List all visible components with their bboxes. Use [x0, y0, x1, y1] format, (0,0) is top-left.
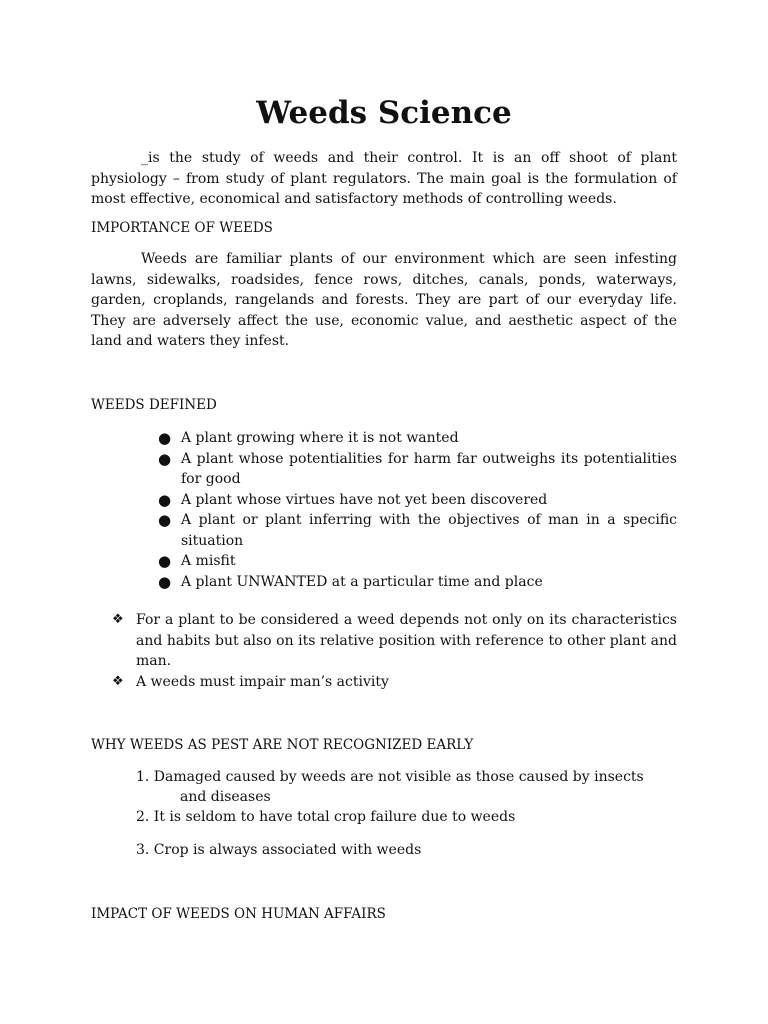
- importance-heading: IMPORTANCE OF WEEDS: [91, 220, 273, 236]
- list-item: ❖ For a plant to be considered a weed depends not only on its characteristics and habits but also on its relative position with reference to other plant and man.: [112, 612, 677, 669]
- bullet-dot-icon: ●: [158, 490, 172, 509]
- list-item: ● A plant whose virtues have not yet been discovered: [158, 490, 548, 509]
- list-item: 2. It is seldom to have total crop failure due to weeds: [136, 809, 516, 825]
- weeds-defined-heading: WEEDS DEFINED: [91, 397, 217, 413]
- list-item: ❖ A weeds must impair man’s activity: [136, 672, 677, 693]
- page-title: Weeds Science: [256, 95, 512, 131]
- impact-heading: IMPACT OF WEEDS ON HUMAN AFFAIRS: [91, 906, 386, 922]
- list-item: 1. Damaged caused by weeds are not visible as those caused by insects and diseases: [136, 769, 644, 805]
- list-item: ● A plant or plant inferring with the objectives of man in a specific situation: [158, 511, 677, 549]
- bullet-dot-icon: ●: [158, 552, 172, 570]
- list-item: ● A plant whose potentialities for harm far outweighs its potentialities for good: [158, 449, 677, 487]
- list-item: 3. Crop is always associated with weeds: [136, 842, 422, 858]
- definition-list: [0, 428, 768, 592]
- list-item: ● A plant growing where it is not wanted: [158, 429, 459, 447]
- diamond-bullet-icon: ❖: [112, 673, 124, 689]
- intro-paragraph: _is the study of weeds and their control. It is an off shoot of plant physiology – from study of plant regulators. The main goal is the formulation of most effective, economical and satisfactory methods of controlling weeds.: [91, 150, 677, 207]
- importance-paragraph: Weeds are familiar plants of our environment which are seen infesting lawns, sidewalks, roadsides, fence rows, ditches, canals, ponds, waterways, garden, croplands, rangelands and forests. They are part of our everyday life. They are adversely affect the use, economic value, and aesthetic aspect of the land and waters they infest.: [91, 251, 677, 349]
- bullet-dot-icon: ●: [158, 511, 172, 529]
- list-item: ● A plant UNWANTED at a particular time and place: [158, 572, 543, 591]
- bullet-dot-icon: ●: [158, 429, 172, 447]
- bullet-dot-icon: ●: [158, 572, 172, 591]
- bullet-dot-icon: ●: [158, 449, 172, 468]
- diamond-bullet-icon: ❖: [112, 612, 124, 627]
- list-item: ● A misfit: [158, 552, 236, 570]
- notes-list: [0, 610, 768, 692]
- why-heading: WHY WEEDS AS PEST ARE NOT RECOGNIZED EARLY: [91, 737, 474, 753]
